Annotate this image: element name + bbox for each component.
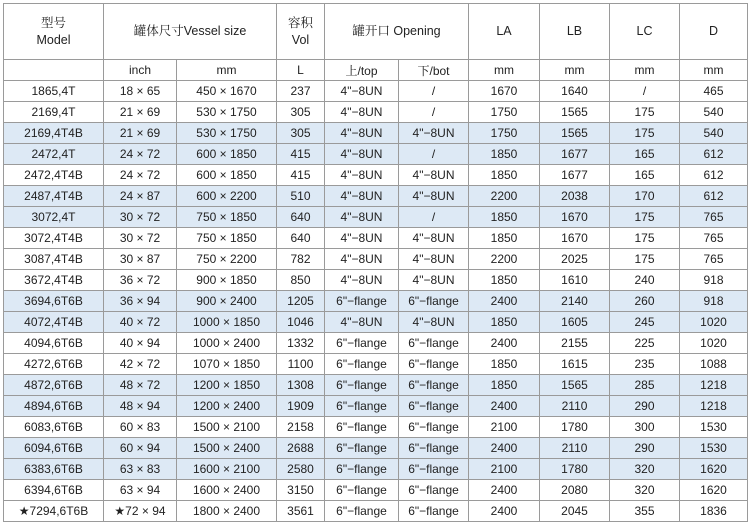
opening-header: 罐开口 Opening	[325, 4, 469, 60]
top-cell: 4"−8UN	[325, 249, 399, 270]
model-cell: 3072,4T4B	[4, 228, 104, 249]
inch-cell: 24 × 72	[104, 165, 177, 186]
model-cell: 4894,6T6B	[4, 396, 104, 417]
vol-cell: 510	[277, 186, 325, 207]
d-cell: 1836	[680, 501, 748, 522]
inch-cell: 36 × 72	[104, 270, 177, 291]
lb-cell: 1615	[540, 354, 610, 375]
inch-cell: 36 × 94	[104, 291, 177, 312]
lb-cell: 2038	[540, 186, 610, 207]
vol-cell: 782	[277, 249, 325, 270]
d-cell: 1530	[680, 438, 748, 459]
la-header: LA	[469, 4, 540, 60]
model-cell: 4094,6T6B	[4, 333, 104, 354]
lb-cell: 1780	[540, 417, 610, 438]
lc-cell: 175	[610, 102, 680, 123]
vol-cell: 2688	[277, 438, 325, 459]
bot-cell: 4"−8UN	[399, 228, 469, 249]
d-cell: 612	[680, 186, 748, 207]
vol-cell: 2580	[277, 459, 325, 480]
lc-cell: 300	[610, 417, 680, 438]
model-cell: 3694,6T6B	[4, 291, 104, 312]
bot-cell: 4"−8UN	[399, 186, 469, 207]
mm-cell: 450 × 1670	[177, 81, 277, 102]
inch-cell: 60 × 83	[104, 417, 177, 438]
bot-cell: 6"−flange	[399, 333, 469, 354]
table-row	[4, 144, 748, 165]
lb-cell: 1610	[540, 270, 610, 291]
model-cell: 6394,6T6B	[4, 480, 104, 501]
d-cell: 1620	[680, 480, 748, 501]
bot-cell: 4"−8UN	[399, 249, 469, 270]
table-row	[4, 480, 748, 501]
bot-cell: 6"−flange	[399, 417, 469, 438]
d-cell: 918	[680, 291, 748, 312]
vol-cell: 237	[277, 81, 325, 102]
table-row	[4, 291, 748, 312]
inch-cell: ★72 × 94	[104, 501, 177, 522]
la-cell: 1850	[469, 165, 540, 186]
lc-cell: 175	[610, 249, 680, 270]
inch-cell: 63 × 83	[104, 459, 177, 480]
vol-cell: 1909	[277, 396, 325, 417]
table-row	[4, 207, 748, 228]
vessel-size-header: 罐体尺寸Vessel size	[104, 4, 277, 60]
inch-subheader: inch	[104, 60, 177, 81]
la-cell: 2400	[469, 501, 540, 522]
la-cell: 2400	[469, 396, 540, 417]
lb-cell: 1670	[540, 207, 610, 228]
inch-cell: 48 × 94	[104, 396, 177, 417]
table-row	[4, 228, 748, 249]
bot-cell: /	[399, 102, 469, 123]
bot-cell: 6"−flange	[399, 396, 469, 417]
table-row	[4, 249, 748, 270]
mm-cell: 750 × 2200	[177, 249, 277, 270]
model-cell: ★7294,6T6B	[4, 501, 104, 522]
d-cell: 1530	[680, 417, 748, 438]
inch-cell: 18 × 65	[104, 81, 177, 102]
la-cell: 1750	[469, 123, 540, 144]
mm-cell: 1200 × 1850	[177, 375, 277, 396]
vol-header-en: Vol	[291, 32, 310, 47]
la-cell: 2100	[469, 417, 540, 438]
lc-cell: 320	[610, 459, 680, 480]
top-cell: 4"−8UN	[325, 123, 399, 144]
d-header: D	[680, 4, 748, 60]
lc-cell: 320	[610, 480, 680, 501]
d-cell: 765	[680, 228, 748, 249]
table-row	[4, 312, 748, 333]
vol-cell: 305	[277, 102, 325, 123]
inch-cell: 24 × 87	[104, 186, 177, 207]
model-cell: 2169,4T4B	[4, 123, 104, 144]
table-row	[4, 354, 748, 375]
inch-cell: 30 × 72	[104, 207, 177, 228]
mm-cell: 1200 × 2400	[177, 396, 277, 417]
model-cell: 2169,4T	[4, 102, 104, 123]
top-cell: 4"−8UN	[325, 270, 399, 291]
vol-cell: 850	[277, 270, 325, 291]
lc-unit-subheader: mm	[610, 60, 680, 81]
vessel-spec-table	[3, 3, 748, 522]
table-row	[4, 165, 748, 186]
d-cell: 918	[680, 270, 748, 291]
table-row	[4, 375, 748, 396]
vol-cell: 640	[277, 207, 325, 228]
table-row	[4, 81, 748, 102]
inch-cell: 63 × 94	[104, 480, 177, 501]
model-cell: 2487,4T4B	[4, 186, 104, 207]
top-cell: 6"−flange	[325, 459, 399, 480]
lb-cell: 1605	[540, 312, 610, 333]
inch-cell: 30 × 72	[104, 228, 177, 249]
d-cell: 1218	[680, 375, 748, 396]
model-cell: 1865,4T	[4, 81, 104, 102]
model-cell: 6094,6T6B	[4, 438, 104, 459]
bot-cell: 6"−flange	[399, 501, 469, 522]
bot-cell: 6"−flange	[399, 375, 469, 396]
la-cell: 1850	[469, 312, 540, 333]
vol-cell: 2158	[277, 417, 325, 438]
lc-cell: 285	[610, 375, 680, 396]
la-cell: 2200	[469, 249, 540, 270]
top-cell: 6"−flange	[325, 417, 399, 438]
top-cell: 6"−flange	[325, 375, 399, 396]
table-row	[4, 333, 748, 354]
mm-cell: 750 × 1850	[177, 207, 277, 228]
lc-cell: 235	[610, 354, 680, 375]
d-cell: 612	[680, 165, 748, 186]
la-cell: 1670	[469, 81, 540, 102]
la-cell: 1850	[469, 375, 540, 396]
d-cell: 1620	[680, 459, 748, 480]
lc-cell: 165	[610, 165, 680, 186]
d-cell: 765	[680, 249, 748, 270]
vol-header	[277, 4, 325, 60]
table-row	[4, 438, 748, 459]
d-cell: 1020	[680, 333, 748, 354]
header-row	[4, 4, 748, 60]
model-header-zh: 型号	[40, 15, 66, 30]
top-cell: 6"−flange	[325, 354, 399, 375]
d-cell: 540	[680, 102, 748, 123]
bot-cell: 6"−flange	[399, 438, 469, 459]
vol-cell: 3150	[277, 480, 325, 501]
la-cell: 1750	[469, 102, 540, 123]
model-header-en: Model	[36, 32, 71, 47]
mm-cell: 600 × 1850	[177, 165, 277, 186]
mm-cell: 1600 × 2400	[177, 480, 277, 501]
model-cell: 4072,4T4B	[4, 312, 104, 333]
mm-cell: 900 × 1850	[177, 270, 277, 291]
d-unit-subheader: mm	[680, 60, 748, 81]
model-cell: 4872,6T6B	[4, 375, 104, 396]
top-subheader: 上/top	[325, 60, 399, 81]
vol-cell: 1332	[277, 333, 325, 354]
la-cell: 2400	[469, 480, 540, 501]
la-cell: 1850	[469, 354, 540, 375]
vol-cell: 3561	[277, 501, 325, 522]
lc-cell: 290	[610, 438, 680, 459]
mm-cell: 1500 × 2400	[177, 438, 277, 459]
d-cell: 465	[680, 81, 748, 102]
inch-cell: 24 × 72	[104, 144, 177, 165]
table-row	[4, 186, 748, 207]
bot-cell: 6"−flange	[399, 354, 469, 375]
la-cell: 1850	[469, 228, 540, 249]
d-cell: 1088	[680, 354, 748, 375]
model-cell: 2472,4T4B	[4, 165, 104, 186]
top-cell: 4"−8UN	[325, 186, 399, 207]
mm-cell: 1800 × 2400	[177, 501, 277, 522]
inch-cell: 48 × 72	[104, 375, 177, 396]
d-cell: 765	[680, 207, 748, 228]
bot-subheader: 下/bot	[399, 60, 469, 81]
table-row	[4, 501, 748, 522]
lc-header: LC	[610, 4, 680, 60]
inch-cell: 21 × 69	[104, 123, 177, 144]
lb-cell: 1565	[540, 375, 610, 396]
model-cell: 6383,6T6B	[4, 459, 104, 480]
lb-cell: 1565	[540, 102, 610, 123]
bot-cell: 6"−flange	[399, 459, 469, 480]
bot-cell: 4"−8UN	[399, 165, 469, 186]
lc-cell: 170	[610, 186, 680, 207]
lb-cell: 1640	[540, 81, 610, 102]
d-cell: 540	[680, 123, 748, 144]
lc-cell: 175	[610, 207, 680, 228]
top-cell: 6"−flange	[325, 396, 399, 417]
model-cell: 2472,4T	[4, 144, 104, 165]
table-row	[4, 102, 748, 123]
vol-cell: 415	[277, 144, 325, 165]
model-cell: 4272,6T6B	[4, 354, 104, 375]
la-cell: 1850	[469, 270, 540, 291]
vol-unit-subheader: L	[277, 60, 325, 81]
lc-cell: 165	[610, 144, 680, 165]
inch-cell: 40 × 94	[104, 333, 177, 354]
mm-cell: 1500 × 2100	[177, 417, 277, 438]
table-row	[4, 417, 748, 438]
top-cell: 4"−8UN	[325, 81, 399, 102]
bot-cell: 4"−8UN	[399, 123, 469, 144]
d-cell: 1218	[680, 396, 748, 417]
lb-cell: 1780	[540, 459, 610, 480]
mm-subheader: mm	[177, 60, 277, 81]
mm-cell: 900 × 2400	[177, 291, 277, 312]
lc-cell: 225	[610, 333, 680, 354]
table-row	[4, 270, 748, 291]
lc-cell: 245	[610, 312, 680, 333]
table-row	[4, 123, 748, 144]
bot-cell: /	[399, 81, 469, 102]
bot-cell: 6"−flange	[399, 480, 469, 501]
mm-cell: 1000 × 1850	[177, 312, 277, 333]
table-body	[4, 81, 748, 522]
mm-cell: 1070 × 1850	[177, 354, 277, 375]
la-cell: 2400	[469, 291, 540, 312]
model-cell: 3672,4T4B	[4, 270, 104, 291]
lb-cell: 1565	[540, 123, 610, 144]
vol-cell: 1308	[277, 375, 325, 396]
inch-cell: 30 × 87	[104, 249, 177, 270]
inch-cell: 60 × 94	[104, 438, 177, 459]
spec-table-container	[3, 3, 748, 522]
vol-cell: 1100	[277, 354, 325, 375]
lc-cell: 175	[610, 228, 680, 249]
lb-cell: 2025	[540, 249, 610, 270]
top-cell: 4"−8UN	[325, 165, 399, 186]
bot-cell: 4"−8UN	[399, 270, 469, 291]
table-row	[4, 459, 748, 480]
d-cell: 612	[680, 144, 748, 165]
table-row	[4, 396, 748, 417]
la-cell: 1850	[469, 207, 540, 228]
top-cell: 6"−flange	[325, 333, 399, 354]
inch-cell: 21 × 69	[104, 102, 177, 123]
lb-header: LB	[540, 4, 610, 60]
top-cell: 6"−flange	[325, 480, 399, 501]
lb-cell: 2045	[540, 501, 610, 522]
inch-cell: 42 × 72	[104, 354, 177, 375]
la-cell: 2400	[469, 438, 540, 459]
model-cell: 3087,4T4B	[4, 249, 104, 270]
lc-cell: 240	[610, 270, 680, 291]
inch-cell: 40 × 72	[104, 312, 177, 333]
mm-cell: 530 × 1750	[177, 102, 277, 123]
model-subheader-empty	[4, 60, 104, 81]
lb-cell: 1677	[540, 165, 610, 186]
mm-cell: 530 × 1750	[177, 123, 277, 144]
top-cell: 4"−8UN	[325, 207, 399, 228]
bot-cell: 6"−flange	[399, 291, 469, 312]
top-cell: 6"−flange	[325, 438, 399, 459]
la-cell: 2400	[469, 333, 540, 354]
lb-unit-subheader: mm	[540, 60, 610, 81]
model-cell: 3072,4T	[4, 207, 104, 228]
la-cell: 1850	[469, 144, 540, 165]
top-cell: 6"−flange	[325, 291, 399, 312]
model-cell: 6083,6T6B	[4, 417, 104, 438]
lc-cell: 355	[610, 501, 680, 522]
vol-cell: 1046	[277, 312, 325, 333]
mm-cell: 1000 × 2400	[177, 333, 277, 354]
lc-cell: 175	[610, 123, 680, 144]
la-cell: 2100	[469, 459, 540, 480]
lc-cell: /	[610, 81, 680, 102]
top-cell: 4"−8UN	[325, 228, 399, 249]
vol-cell: 415	[277, 165, 325, 186]
lc-cell: 290	[610, 396, 680, 417]
lc-cell: 260	[610, 291, 680, 312]
subheader-row	[4, 60, 748, 81]
top-cell: 4"−8UN	[325, 102, 399, 123]
vol-header-zh: 容积	[287, 15, 313, 30]
vol-cell: 1205	[277, 291, 325, 312]
lb-cell: 2155	[540, 333, 610, 354]
vol-cell: 305	[277, 123, 325, 144]
bot-cell: 4"−8UN	[399, 312, 469, 333]
mm-cell: 1600 × 2100	[177, 459, 277, 480]
lb-cell: 1670	[540, 228, 610, 249]
mm-cell: 600 × 2200	[177, 186, 277, 207]
mm-cell: 750 × 1850	[177, 228, 277, 249]
mm-cell: 600 × 1850	[177, 144, 277, 165]
model-header	[4, 4, 104, 60]
lb-cell: 2110	[540, 396, 610, 417]
lb-cell: 2110	[540, 438, 610, 459]
la-cell: 2200	[469, 186, 540, 207]
lb-cell: 2140	[540, 291, 610, 312]
bot-cell: /	[399, 144, 469, 165]
d-cell: 1020	[680, 312, 748, 333]
lb-cell: 1677	[540, 144, 610, 165]
lb-cell: 2080	[540, 480, 610, 501]
top-cell: 4"−8UN	[325, 312, 399, 333]
la-unit-subheader: mm	[469, 60, 540, 81]
top-cell: 6"−flange	[325, 501, 399, 522]
bot-cell: /	[399, 207, 469, 228]
top-cell: 4"−8UN	[325, 144, 399, 165]
vol-cell: 640	[277, 228, 325, 249]
